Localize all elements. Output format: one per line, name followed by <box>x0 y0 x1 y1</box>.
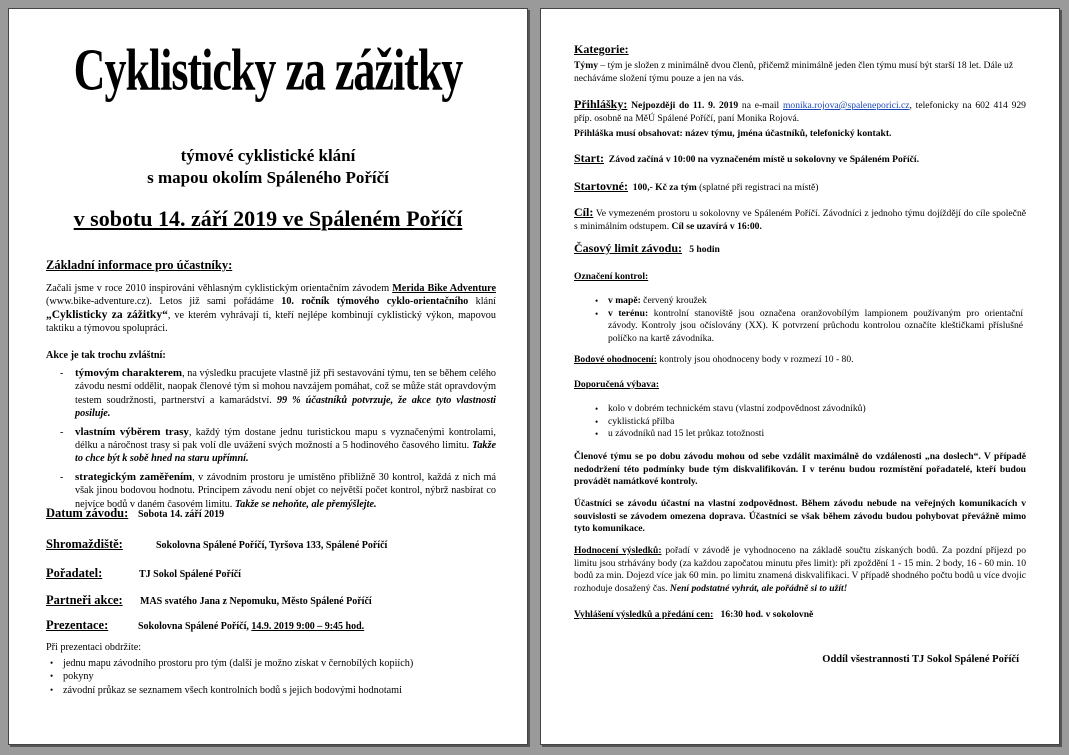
feature-item: - strategickým zaměřením, v závodním prostoru je umístěno přibližně 30 kontrol, každá z nich má však jinou bodovou hodnotu. Principem závodu není objet co největší počet kontrol, nýbrž nasbírat co nejvíce bodů v daném časovém limitu. Takže se nehoňte, ale přemýšlejte. <box>46 471 496 511</box>
points-row: Bodové ohodnocení: kontroly jsou ohodnoceny body v rozmezí 10 - 80. <box>574 354 854 365</box>
list-item: • u závodníků nad 15 let průkaz totožnosti <box>591 428 1023 441</box>
evaluation-paragraph: Hodnocení výsledků: pořadí v závodě je vyhodnoceno na základě součtu získaných bodů. Za pozdní příjezd po limitu jsou strhávány body (za každou započatou minutu přes limit): při zpoždění 1 - 15 min. 2 body, 16 - 60 min. 10 bodů za min. Dojezd více jak 60 min. po limitu znamená diskvalifikaci. V případě shodného počtu bodů u více dvojic rozhoduje dosažený čas. Není podstatné vyhrát, ale pořádně si to užít! <box>574 545 1026 594</box>
detail-organizer: Pořadatel: TJ Sokol Spálené Poříčí <box>46 566 241 580</box>
start-row: Start: Závod začíná v 10:00 na vyznačeném místě u sokolovny ve Spáleném Poříčí. <box>574 151 919 165</box>
time-limit-row: Časový limit závodu: 5 hodin <box>574 241 720 255</box>
marking-heading: Označení kontrol: <box>574 271 649 282</box>
category-heading: Kategorie: <box>574 42 629 56</box>
intro-paragraph: Začali jsme v roce 2010 inspirováni věhlasným cyklistickým orientačním závodem Merida Bike Adventure (www.bike-adventure.cz). Letos již sami pořádáme 10. ročník týmového cyklo-orientačního klání „Cyklisticky za zážitky“, ve kterém vyhrávají ti, kteří nejlépe kombinují cyklistický výkon, mapovou taktiku a týmovou spolupráci. <box>46 283 496 335</box>
results-row: Vyhlášení výsledků a předání cen: 16:30 hod. v sokolovně <box>574 609 814 620</box>
receive-heading: Při prezentaci obdržíte: <box>46 642 142 653</box>
teams-paragraph: Týmy – tým je složen z minimálně dvou členů, přičemž minimálně jeden člen týmu musí být starší 18 let. Dále už necháváme složení týmu pouze a jen na vás. <box>574 60 1014 84</box>
list-item: • jednu mapu závodního prostoru pro tým (další je možno získat v černobílých kopiích) <box>46 657 496 670</box>
fee-row: Startovné: 100,- Kč za tým (splatné při registraci na místě) <box>574 179 819 193</box>
detail-date: Datum závodu: Sobota 14. září 2019 <box>46 506 225 520</box>
event-subtitle <box>9 145 527 189</box>
equipment-heading: Doporučená výbava: <box>574 379 660 390</box>
feature-item: - týmovým charakterem, na výsledku pracujete vlastně již při sestavování týmu, ten se během celého závodu nesmí oddělit, naopak členové tým si mohou navzájem pomáhat, což se může stát opravdovým testem soudržnosti, partnerství a kamarádství. 99 % účastníků potvrzuje, že akce tyto vlastnosti posiluje. <box>46 367 496 421</box>
responsibility-paragraph: Účastníci se závodu účastní na vlastní zodpovědnost. Během závodu nebude na veřejných komunikacích v souvislosti se závodem omezena doprava. Účastníci se však během závodu budou pohybovat převážně mimo tyto komunikace. <box>574 498 1026 535</box>
equipment-list <box>591 403 1023 441</box>
team-distance-warning: Členové týmu se po dobu závodu mohou od sebe vzdálit maximálně do vzdálenosti „na doslech“. V případě nedodržení této podmínky bude tým diskvalifikován. I v terénu budou rozmístění pořadatelé, kteří budou provádět namátkové kontroly. <box>574 451 1026 488</box>
registration-content: Přihláška musí obsahovat: název týmu, jména účastníků, telefonický kontakt. <box>574 128 892 139</box>
list-item: • pokyny <box>46 670 496 683</box>
email-link[interactable]: monika.rojova@spaleneporici.cz <box>782 100 910 111</box>
list-item: • cyklistická přilba <box>591 416 1023 429</box>
feature-item: - vlastním výběrem trasy, každý tým dostane jednu turistickou mapu s vyznačenými kontrolami, délku a náročnost trasy si pak volí dle uvážení svých možností a 5 hodinového časového limitu. Takže to chce být k sobě hned na staru upřímní. <box>46 426 496 466</box>
list-item: • v terénu: kontrolní stanoviště jsou označena oranžovobílým lampionem používaným pro orientační závody. Kontroly jsou očíslovány (XX). K potvrzení průchodu kontrolou označíte kleštičkami příslušné políčko na kartě závodníka. <box>591 308 1023 346</box>
finish-paragraph: Cíl: Ve vymezeném prostoru u sokolovny ve Spáleném Poříčí. Závodníci z jednoho týmu dojíždějí do cíle společně s minimálním odstupem. Cíl se uzavírá v 16:00. <box>574 205 1026 232</box>
document-page-2 <box>540 8 1060 745</box>
document-page-1 <box>8 8 528 745</box>
marking-list <box>591 295 1023 345</box>
receive-list <box>46 657 496 697</box>
signature: Oddíl všestrannosti TJ Sokol Spálené Poříčí <box>822 654 1019 665</box>
subtitle-line-1: týmové cyklistické klání <box>180 146 356 165</box>
subtitle-line-2: s mapou okolím Spáleného Poříčí <box>147 168 389 187</box>
list-item: • závodní průkaz se seznamem všech kontrolních bodů s jejich bodovými hodnotami <box>46 684 496 697</box>
list-item: • v mapě: červený kroužek <box>591 295 1023 308</box>
event-date-heading: v sobotu 14. září 2019 ve Spáleném Poříčí <box>73 206 463 231</box>
action-heading: Akce je tak trochu zvláštní: <box>46 350 166 361</box>
event-title: Cyklisticky za zážitky <box>73 36 463 104</box>
list-item: • kolo v dobrém technickém stavu (vlastní zodpovědnost závodníků) <box>591 403 1023 416</box>
features-list <box>46 367 496 516</box>
detail-presentation: Prezentace: Sokolovna Spálené Poříčí, 14.9. 2019 9:00 – 9:45 hod. <box>46 618 365 632</box>
registration-paragraph: Přihlášky: Nejpozději do 11. 9. 2019 na e-mail monika.rojova@spaleneporici.cz, telefonicky na 602 414 929 příp. osobně na MěÚ Spálené Poříčí, paní Monika Rojová. <box>574 97 1026 124</box>
detail-venue: Shromaždiště: Sokolovna Spálené Poříčí, Tyršova 133, Spálené Poříčí <box>46 537 388 551</box>
basic-info-heading: Základní informace pro účastníky: <box>46 258 233 272</box>
detail-partners: Partneři akce: MAS svatého Jana z Nepomuku, Město Spálené Poříčí <box>46 593 372 607</box>
